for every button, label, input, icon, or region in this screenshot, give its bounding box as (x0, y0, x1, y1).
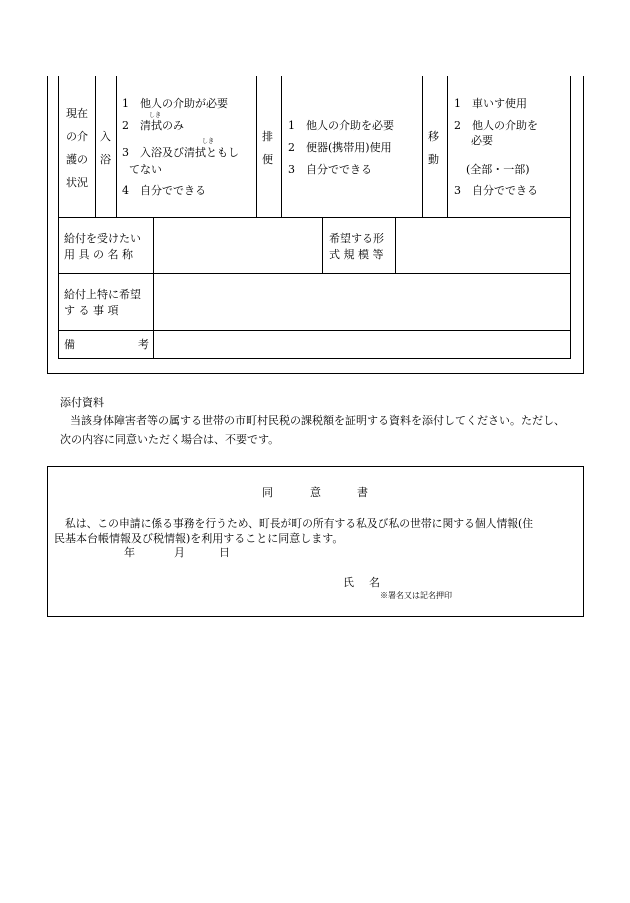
col-divider (256, 76, 257, 217)
row-divider (58, 273, 571, 274)
excretion-option-3: 3 自分でできる (288, 163, 372, 176)
consent-body-line2: 民基本台帳情報及び税情報)を利用することに同意します。 (54, 532, 344, 545)
bathing-option-4: 4 自分でできる (122, 184, 206, 197)
excretion-option-1: 1 他人の介助を必要 (288, 119, 394, 132)
col-divider (116, 76, 117, 217)
mobility-option-2: 2 他人の介助を (454, 119, 538, 132)
col-divider (281, 76, 282, 217)
col-divider (422, 76, 423, 217)
mobility-option-2-cont: 必要 (471, 134, 493, 147)
excretion-option-2: 2 便器(携帯用)使用 (288, 141, 392, 154)
attachment-body-line1: 当該身体障害者等の属する世帯の市町村民税の課税額を証明する資料を添付してください。ただし、 (70, 414, 565, 427)
date-year: 年 (124, 546, 135, 559)
attachment-body-line2: 次の内容に同意いただく場合は、不要です。 (60, 433, 280, 446)
row-divider (58, 330, 571, 331)
date-day: 日 (219, 546, 230, 559)
col-divider (447, 76, 448, 217)
col-divider (153, 217, 154, 359)
row-divider (58, 217, 571, 218)
col-divider (95, 76, 96, 217)
consent-body-line1: 私は、この申請に係る事務を行うため、町長が町の所有する私及び私の世帯に関する個人情報(住 (65, 517, 534, 530)
bathing-option-3: 3 入浴及び清拭ともし (122, 146, 239, 159)
col-divider (395, 217, 396, 273)
bathing-option-1: 1 他人の介助が必要 (122, 97, 228, 110)
mobility-option-2-detail: (全部・一部) (466, 163, 530, 176)
date-month: 月 (174, 546, 185, 559)
mobility-option-3: 3 自分でできる (454, 184, 538, 197)
mobility-option-1: 1 車いす使用 (454, 97, 527, 110)
document-page: 現在 の介 護の 状況 入 浴 1 他人の介助が必要 しき 2 清拭のみ しき 3 入浴及び清拭ともし てない 4 自分でできる 排 便 1 他人の介助を必要 2 便器(携帯用)使用 3 自分でできる 移 動 1 車いす使用 2 他人の介助を 必要 (全部・一部) 3 自分でできる 給付を受けたい 用 具 の 名 称 希望する形 式 規 模 等 給付上特に希望 す る 事 項 備 考 添付資料 当該身体障害者等の属する世帯の市町村民税の課税額を証明する資料を添付してください。ただし、 次の内容に同意いただく場合は、不要です。 同 意 書 私は、この申請に係る事務を行うため、町長が町の所有する私及び私の世帯に関する個人情報(住 民基本台帳情報及び税情報)を利用することに同意します。 年 月 日 氏 名 ※署名又は記名押印 (0, 0, 630, 903)
col-divider (322, 217, 323, 273)
bathing-option-3-cont: てない (129, 163, 162, 176)
attachment-heading: 添付資料 (60, 396, 104, 409)
bathing-ruby: しき (202, 138, 215, 145)
signature-note: ※署名又は記名押印 (380, 591, 452, 600)
bathing-ruby: しき (149, 112, 162, 119)
bathing-option-2: 2 清拭のみ (122, 119, 184, 132)
